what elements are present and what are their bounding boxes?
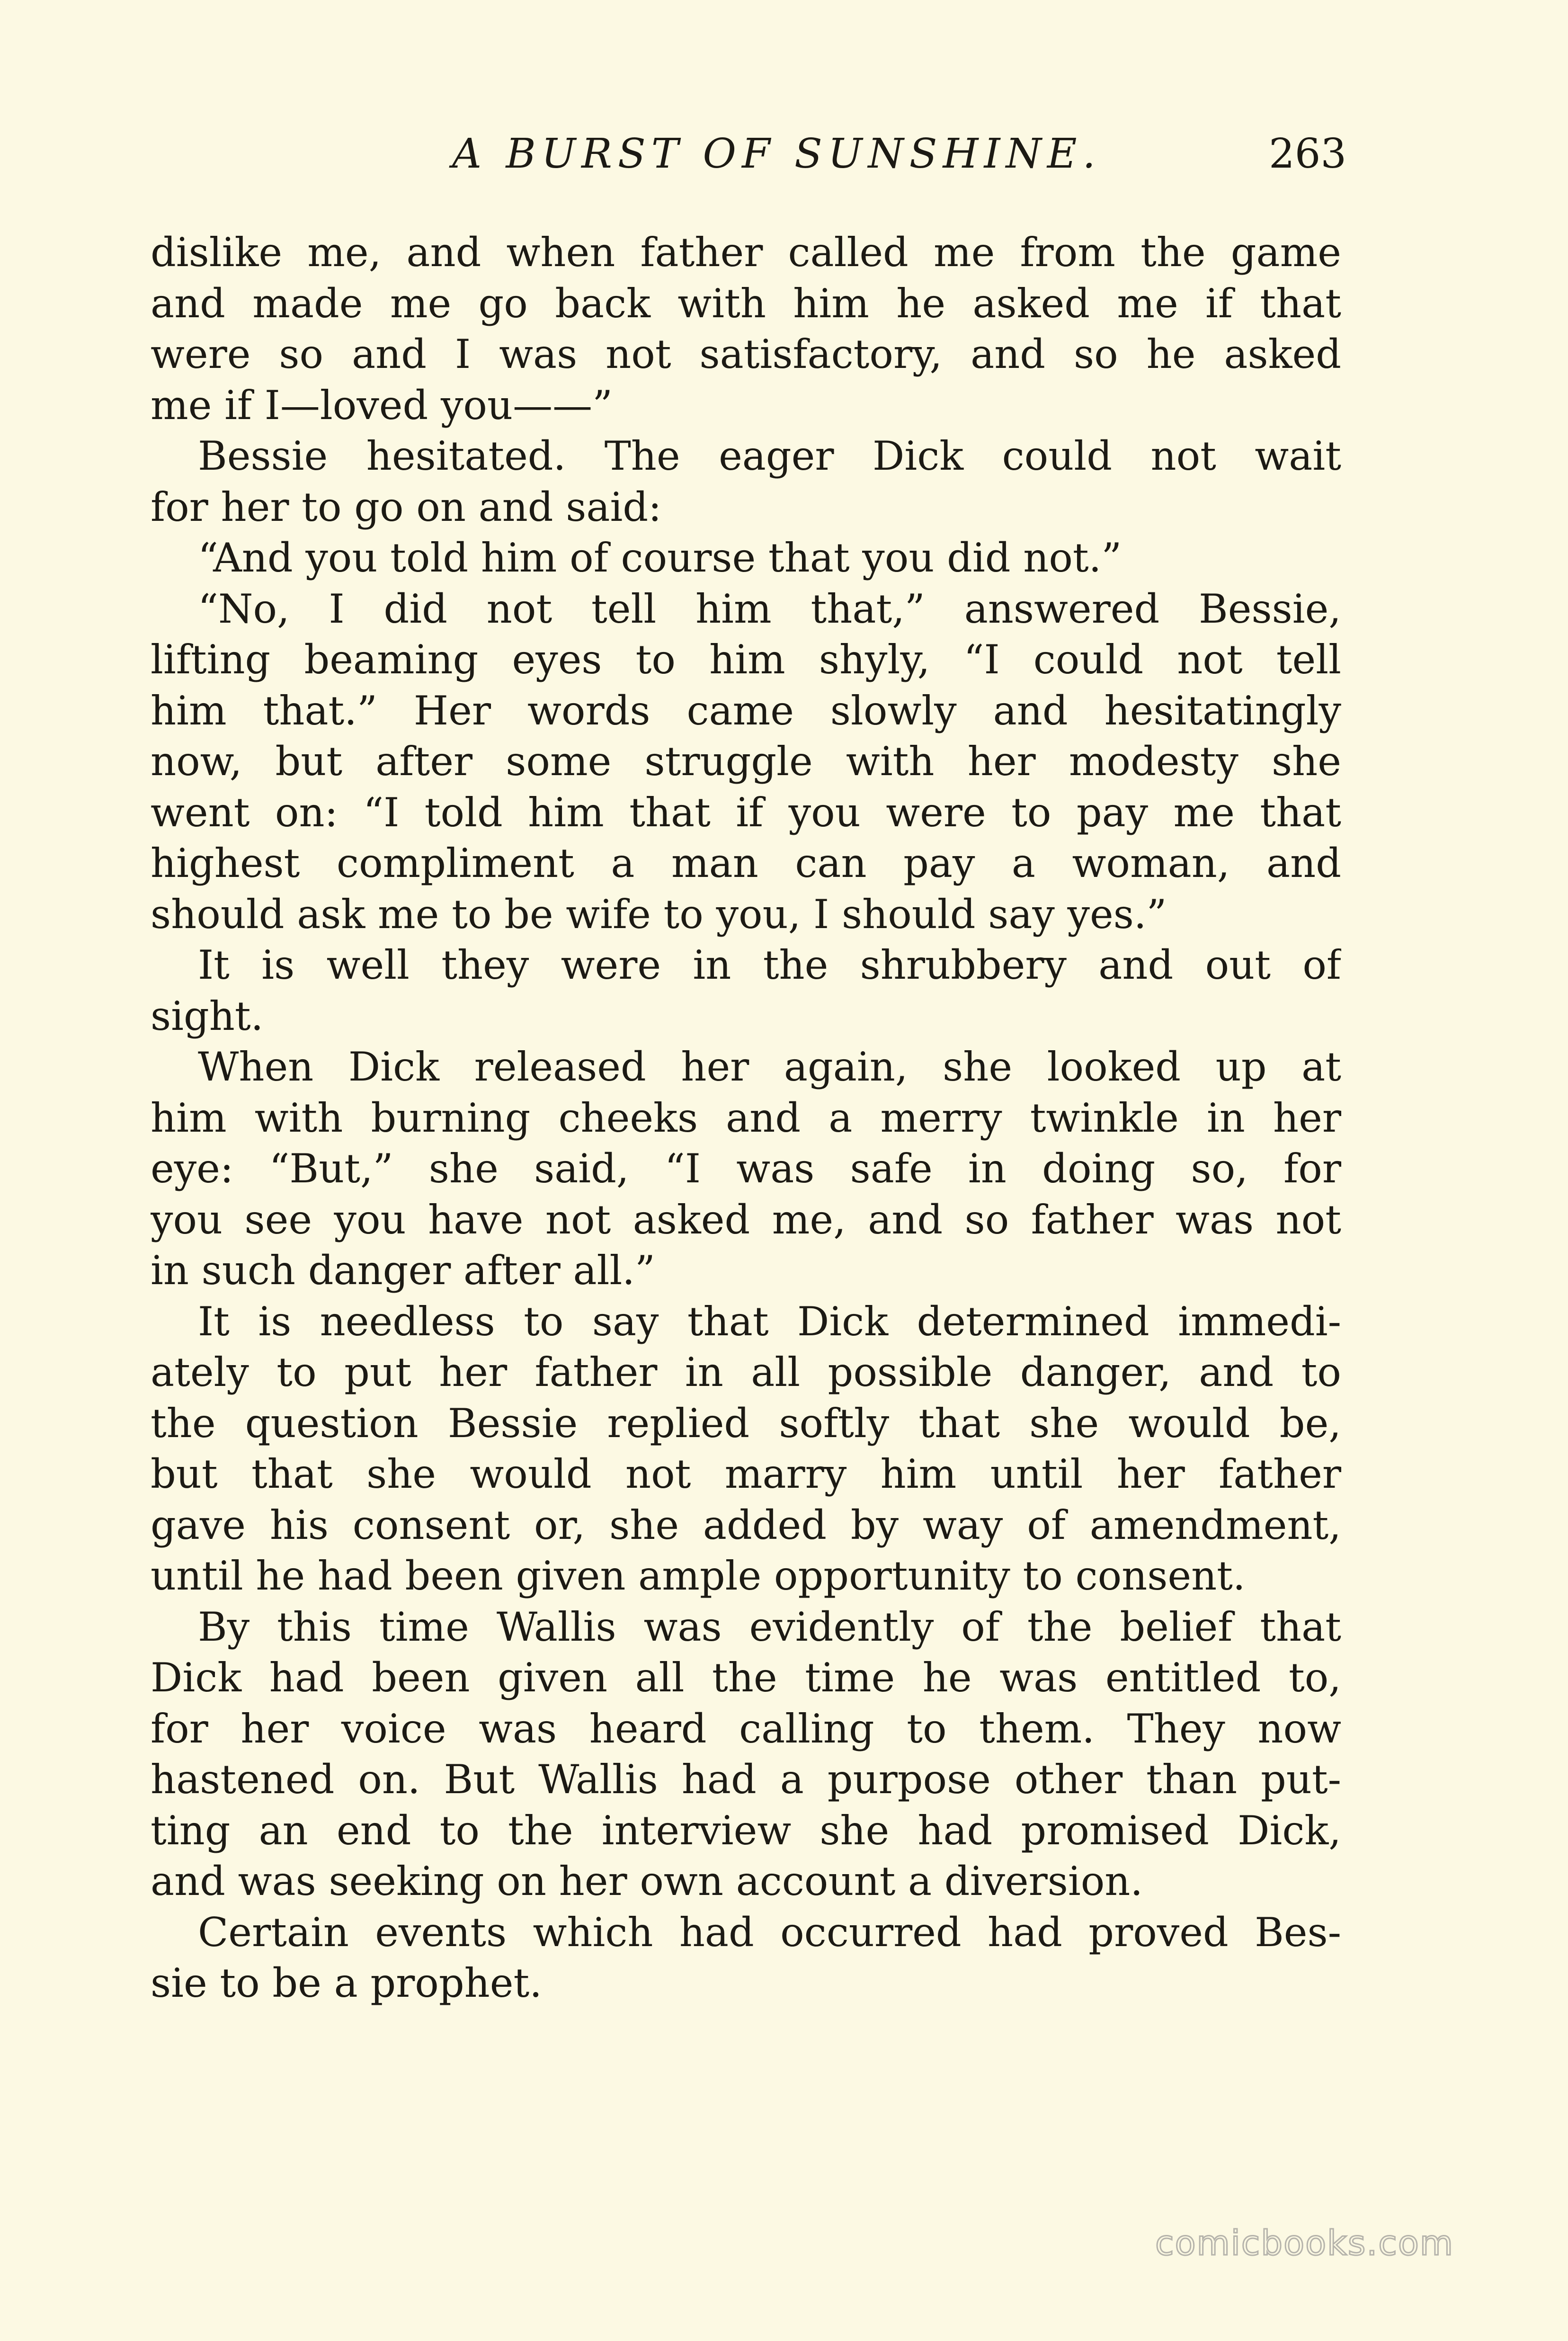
running-title: A BURST OF SUNSHINE.	[452, 130, 1101, 178]
running-head	[0, 128, 1568, 180]
page-number: 263	[1269, 130, 1347, 178]
text-line: until he had been given ample opportunity to consent.	[151, 1553, 1246, 1599]
text-line: and made me go back with him he asked me if that	[151, 280, 1341, 327]
text-line: him that.” Her words came slowly and hesitatingly	[151, 687, 1341, 734]
text-line: When Dick released her again, she looked up at	[198, 1044, 1341, 1090]
text-line: “And you told him of course that you did not.”	[198, 535, 1122, 581]
text-line: gave his consent or, she added by way of amendment,	[151, 1501, 1341, 1548]
text-line: in such danger after all.”	[151, 1247, 655, 1294]
text-line: dislike me, and when father called me from the game	[151, 229, 1341, 276]
text-line: now, but after some struggle with her modesty she	[151, 738, 1341, 785]
text-line: ately to put her father in all possible danger, and to	[151, 1349, 1341, 1395]
text-line: Dick had been given all the time he was entitled to,	[151, 1654, 1341, 1701]
text-line: but that she would not marry him until her father	[151, 1451, 1341, 1497]
body-text	[151, 227, 1341, 2009]
text-line: It is needless to say that Dick determined immedi-	[198, 1298, 1341, 1345]
text-line: should ask me to be wife to you, I should say yes.”	[151, 891, 1167, 938]
text-line: lifting beaming eyes to him shyly, “I could not tell	[151, 636, 1341, 683]
watermark: comicbooks.com	[1155, 2223, 1454, 2263]
text-line: It is well they were in the shrubbery and out of	[198, 942, 1341, 988]
text-line: him with burning cheeks and a merry twinkle in her	[151, 1094, 1341, 1141]
text-line: By this time Wallis was evidently of the belief that	[198, 1603, 1341, 1650]
text-line: sie to be a prophet.	[151, 1960, 542, 2006]
text-line: you see you have not asked me, and so father was not	[151, 1196, 1341, 1243]
text-line: ting an end to the interview she had promised Dick,	[151, 1807, 1341, 1854]
text-line: me if I—loved you——”	[151, 382, 613, 429]
text-line: and was seeking on her own account a diversion.	[151, 1858, 1143, 1904]
text-line: were so and I was not satisfactory, and so he asked	[151, 331, 1341, 377]
text-line: for her voice was heard calling to them. They now	[151, 1705, 1341, 1752]
text-line: eye: “But,” she said, “I was safe in doing so, for	[151, 1145, 1341, 1192]
text-line: “No, I did not tell him that,” answered Bessie,	[198, 585, 1341, 632]
text-line: Certain events which had occurred had proved Bes-	[198, 1909, 1341, 1956]
text-line: Bessie hesitated. The eager Dick could not wait	[198, 433, 1341, 479]
text-line: the question Bessie replied softly that she would be,	[151, 1400, 1341, 1447]
text-line: hastened on. But Wallis had a purpose other than put-	[151, 1756, 1341, 1803]
text-line: highest compliment a man can pay a woman, and	[151, 840, 1341, 886]
text-line: sight.	[151, 992, 264, 1039]
text-line: for her to go on and said:	[151, 483, 662, 530]
text-line: went on: “I told him that if you were to pay me that	[151, 789, 1341, 836]
